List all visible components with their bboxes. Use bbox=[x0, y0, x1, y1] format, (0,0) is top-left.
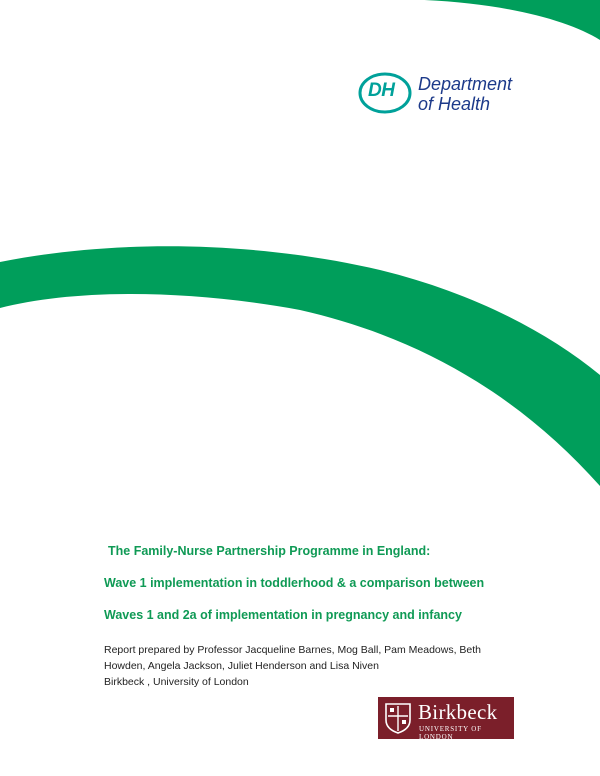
title-line-1: The Family-Nurse Partnership Programme in England: bbox=[108, 544, 431, 558]
dh-name-line2: of Health bbox=[418, 94, 491, 114]
title-line-2: Wave 1 implementation in toddlerhood & a comparison between bbox=[104, 576, 485, 590]
title-line-3: Waves 1 and 2a of implementation in pregnancy and infancy bbox=[104, 608, 462, 622]
birkbeck-subtitle: UNIVERSITY OF LONDON bbox=[419, 725, 482, 741]
authors-line-2: Howden, Angela Jackson, Juliet Henderson and Lisa Niven bbox=[104, 660, 379, 672]
dh-name-line1: Department bbox=[418, 74, 513, 94]
dh-name bbox=[418, 74, 512, 114]
dh-badge-text: DH bbox=[368, 80, 395, 101]
birkbeck-name: Birkbeck bbox=[418, 700, 498, 724]
report-authors bbox=[104, 642, 524, 690]
birkbeck-crest-icon bbox=[384, 702, 412, 734]
authors-line-1: Report prepared by Professor Jacqueline Barnes, Mog Ball, Pam Meadows, Beth bbox=[104, 644, 482, 656]
department-of-health-logo bbox=[358, 68, 528, 120]
authors-line-3: Birkbeck , University of London bbox=[104, 676, 249, 688]
birkbeck-logo bbox=[378, 697, 514, 739]
